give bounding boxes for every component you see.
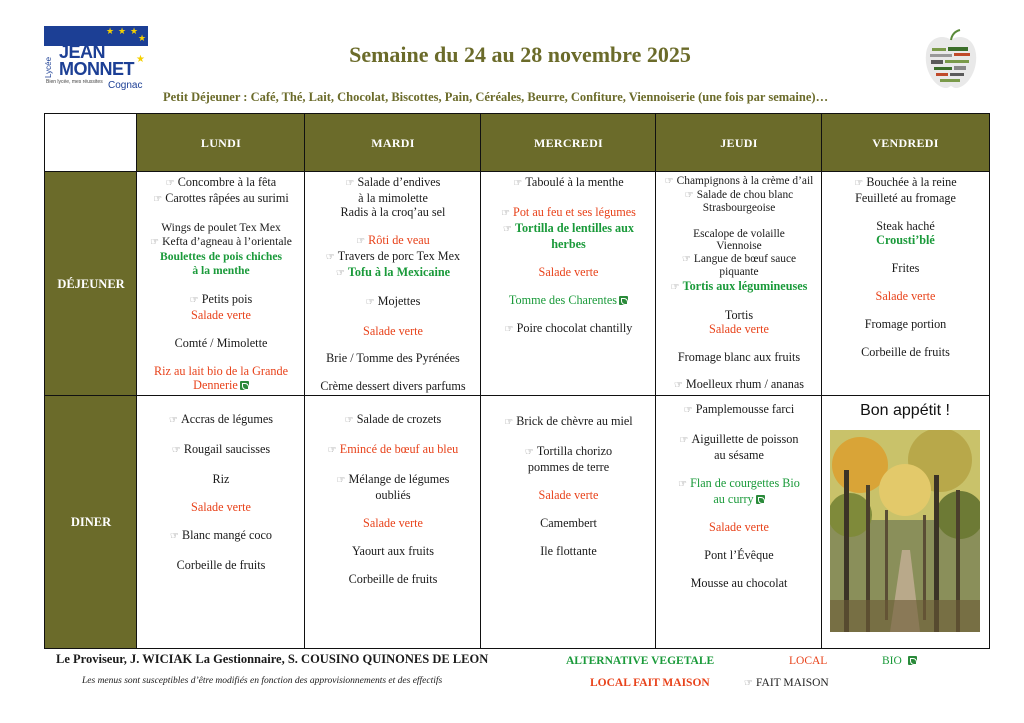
dinner-mardi bbox=[304, 395, 482, 649]
menu-item: Frites bbox=[891, 261, 920, 275]
row-label-dejeuner: DÉJEUNER bbox=[44, 171, 138, 397]
day-header-vendredi: VENDREDI bbox=[821, 113, 990, 173]
star-icon: ★ bbox=[136, 54, 145, 65]
menu-item: Mousse au chocolat bbox=[690, 576, 788, 590]
menu-item: ☞ Concombre à la fêta bbox=[139, 175, 303, 191]
menu-item-local: Salade verte bbox=[363, 516, 423, 530]
menu-item-local: ☞ Emincé de bœuf au bleu bbox=[307, 442, 479, 458]
lunch-mardi bbox=[304, 171, 482, 397]
menu-item-vegetal: ☞ Tofu à la Mexicaine bbox=[307, 265, 479, 281]
apple-wordcloud-icon bbox=[922, 28, 980, 92]
menu-item-text: au curry bbox=[713, 492, 754, 506]
menu-item: ☞ Mélange de légumes bbox=[307, 472, 479, 488]
day-header-mercredi: MERCREDI bbox=[480, 113, 657, 173]
menu-item-vegetal: herbes bbox=[551, 237, 586, 251]
menu-item: ☞ Moelleux rhum / ananas bbox=[658, 377, 820, 393]
corner-cell bbox=[44, 113, 138, 173]
menu-item: ☞ Blanc mangé coco bbox=[139, 528, 303, 544]
menu-item-vegetal: ☞ Tortis aux légumineuses bbox=[658, 279, 820, 295]
menu-item: piquante bbox=[719, 266, 759, 279]
menu-item-local: Salade verte bbox=[709, 322, 769, 337]
menu-item: Yaourt aux fruits bbox=[351, 544, 435, 558]
menu-item-bio bbox=[658, 492, 820, 506]
menu-item-local: Salade verte bbox=[538, 265, 599, 279]
menu-item: ☞ Kefta d’agneau à l’orientale bbox=[139, 235, 303, 250]
menu-item-vegetal: à la menthe bbox=[192, 264, 250, 277]
menu-item: Feuilleté au fromage bbox=[855, 191, 956, 205]
menu-item: Comté / Mimolette bbox=[174, 336, 268, 350]
menu-item-vegetal: Boulettes de pois chiches bbox=[159, 250, 283, 263]
dinner-vendredi bbox=[821, 395, 990, 649]
menu-item: Camembert bbox=[540, 516, 597, 530]
menu-item: Strasbourgeoise bbox=[702, 202, 776, 214]
menu-item: Steak haché bbox=[876, 219, 935, 233]
menu-item-local bbox=[139, 378, 303, 392]
menu-item: Tortis bbox=[724, 308, 754, 323]
lunch-vendredi bbox=[821, 171, 990, 397]
menu-item: ☞ Petits pois bbox=[139, 292, 303, 308]
legend-alternative-vegetale: ALTERNATIVE VEGETALE bbox=[566, 655, 715, 667]
menu-item: au sésame bbox=[714, 448, 764, 462]
legend-bio-text: BIO bbox=[882, 655, 902, 667]
legend-bio bbox=[882, 655, 917, 667]
legend-fait-maison: ☞ FAIT MAISON bbox=[744, 677, 829, 689]
menu-item-local: Riz au lait bio de la Grande bbox=[153, 364, 288, 378]
disclaimer-note: Les menus sont susceptibles d’être modifiés en fonction des approvisionnements et des effectifs bbox=[82, 676, 443, 686]
menu-item: ☞ Salade d’endives bbox=[307, 175, 479, 191]
row-label-diner: DINER bbox=[44, 395, 138, 649]
logo-city: Cognac bbox=[108, 80, 143, 91]
menu-item-local: Salade verte bbox=[191, 500, 251, 514]
menu-item: Pont l’Évêque bbox=[704, 548, 774, 562]
menu-item: pommes de terre bbox=[527, 460, 610, 474]
breakfast-line: Petit Déjeuner : Café, Thé, Lait, Chocolat, Biscottes, Pain, Céréales, Beurre, Confiture, Viennoiserie (une fois par semaine)… bbox=[163, 90, 829, 104]
bio-leaf-icon bbox=[619, 296, 628, 305]
lunch-jeudi bbox=[655, 171, 823, 397]
menu-item: Radis à la croq’au sel bbox=[340, 205, 446, 219]
menu-item: ☞ Mojettes bbox=[307, 294, 479, 310]
forest-photo bbox=[830, 430, 980, 632]
logo-lycee-text: Lycée bbox=[44, 56, 53, 78]
menu-item: ☞ Brick de chèvre au miel bbox=[483, 414, 654, 430]
menu-item: Corbeille de fruits bbox=[861, 345, 950, 359]
menu-item: Escalope de volaille bbox=[693, 227, 785, 240]
menu-item: Wings de poulet Tex Mex bbox=[161, 221, 281, 234]
menu-item: ☞ Carottes râpées au surimi bbox=[139, 191, 303, 207]
day-header-mardi: MARDI bbox=[304, 113, 482, 173]
menu-item-local: ☞ Rôti de veau bbox=[307, 233, 479, 249]
menu-item-text: Tomme des Charentes bbox=[508, 293, 618, 307]
menu-item: ☞ Pamplemousse farci bbox=[658, 402, 820, 418]
bio-leaf-icon bbox=[240, 381, 249, 390]
menu-item-local: Salade verte bbox=[875, 289, 936, 303]
menu-item-bio: ☞ Flan de courgettes Bio bbox=[658, 476, 820, 492]
menu-item-bio bbox=[483, 293, 654, 307]
menu-item-local: Salade verte bbox=[363, 323, 423, 338]
menu-item-vegetal: ☞ Tortilla de lentilles aux bbox=[483, 221, 654, 237]
menu-item-text: Dennerie bbox=[193, 378, 238, 392]
menu-item: ☞ Salade de chou blanc bbox=[658, 189, 820, 203]
menu-item: à la mimolette bbox=[358, 191, 428, 205]
menu-item: Ile flottante bbox=[540, 544, 597, 558]
bio-leaf-icon bbox=[908, 656, 917, 665]
menu-item: Viennoise bbox=[716, 240, 762, 253]
menu-item: ☞ Rougail saucisses bbox=[139, 442, 303, 458]
dinner-mercredi bbox=[480, 395, 657, 649]
bon-appetit-text: Bon appétit ! bbox=[860, 402, 950, 419]
menu-item: ☞ Taboulé à la menthe bbox=[483, 175, 654, 191]
menu-item: ☞ Poire chocolat chantilly bbox=[483, 321, 654, 337]
menu-table bbox=[44, 113, 990, 649]
star-icon: ★ bbox=[130, 27, 139, 37]
menu-item: Crème dessert divers parfums bbox=[320, 378, 466, 393]
menu-item-local: Salade verte bbox=[538, 488, 599, 502]
logo-monnet-text: MONNET bbox=[59, 59, 134, 79]
menu-item: ☞ Langue de bœuf sauce bbox=[658, 253, 820, 267]
menu-item: Corbeille de fruits bbox=[348, 572, 438, 586]
logo-jean-text: JEAN bbox=[59, 42, 106, 62]
legend-local-fait-maison: LOCAL FAIT MAISON bbox=[590, 677, 710, 689]
lunch-mercredi bbox=[480, 171, 657, 397]
menu-item: Brie / Tomme des Pyrénées bbox=[326, 351, 460, 366]
lunch-lundi bbox=[136, 171, 306, 397]
menu-item: Fromage blanc aux fruits bbox=[677, 349, 801, 364]
menu-item: ☞ Champignons à la crème d’ail bbox=[658, 175, 820, 189]
menu-item: Corbeille de fruits bbox=[176, 558, 266, 572]
menu-item-vegetal: Crousti’blé bbox=[876, 233, 935, 247]
menu-item: ☞ Travers de porc Tex Mex bbox=[307, 249, 479, 265]
legend-local: LOCAL bbox=[789, 655, 828, 667]
menu-item: oubliés bbox=[375, 488, 411, 502]
bio-leaf-icon bbox=[756, 495, 765, 504]
menu-item-local: Salade verte bbox=[191, 308, 251, 322]
menu-item: ☞ Aiguillette de poisson bbox=[658, 432, 820, 448]
signature-line: Le Proviseur, J. WICIAK La Gestionnaire, S. COUSINO QUINONES DE LEON bbox=[56, 652, 489, 666]
day-header-jeudi: JEUDI bbox=[655, 113, 823, 173]
star-icon: ★ bbox=[118, 27, 127, 37]
dinner-jeudi bbox=[655, 395, 823, 649]
menu-item: ☞ Tortilla chorizo bbox=[483, 444, 654, 460]
logo-tagline: Bien lycée, mes réussites bbox=[46, 79, 103, 85]
day-header-lundi: LUNDI bbox=[136, 113, 306, 173]
menu-item-local: Salade verte bbox=[709, 520, 769, 534]
menu-item: ☞ Bouchée à la reine bbox=[824, 175, 987, 191]
dinner-lundi bbox=[136, 395, 306, 649]
star-icon: ★ bbox=[106, 27, 115, 37]
menu-item-local: ☞ Pot au feu et ses légumes bbox=[483, 205, 654, 221]
star-icon: ★ bbox=[138, 34, 147, 44]
page-title: Semaine du 24 au 28 novembre 2025 bbox=[349, 42, 691, 67]
menu-item: Riz bbox=[212, 472, 230, 486]
menu-item: ☞ Accras de légumes bbox=[139, 412, 303, 428]
menu-item: ☞ Salade de crozets bbox=[307, 412, 479, 428]
menu-item: Fromage portion bbox=[864, 317, 947, 331]
